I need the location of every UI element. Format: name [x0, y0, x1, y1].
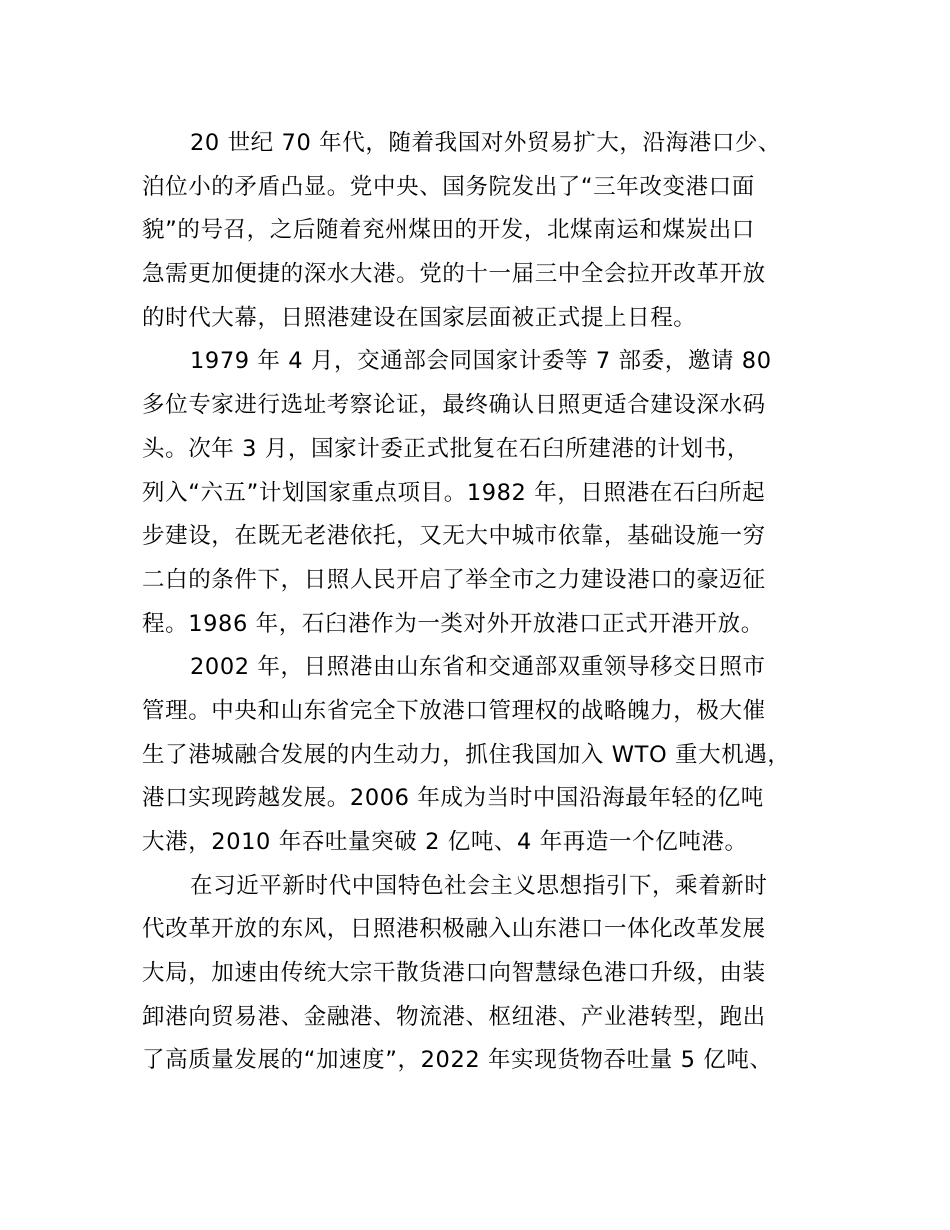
text-line: 二白的条件下，日照人民开启了举全市之力建设港口的豪迈征 — [142, 566, 766, 593]
text-line: 代改革开放的东风，日照港积极融入山东港口一体化改革发展 — [142, 916, 766, 943]
text-line: 多位专家进行选址考察论证，最终确认日照更适合建设深水码 — [142, 392, 766, 419]
text-line: 泊位小的矛盾凸显。党中央、国务院发出了“三年改变港口面 — [142, 173, 755, 200]
text-line: 卸港向贸易港、金融港、物流港、枢纽港、产业港转型，跑出 — [142, 1003, 766, 1030]
text-line: 急需更加便捷的深水大港。党的十一届三中全会拉开改革开放 — [142, 261, 766, 288]
paragraph-2002-transfer — [142, 646, 832, 864]
paragraph-new-era — [142, 865, 832, 1083]
text-line: 管理。中央和山东省完全下放港口管理权的战略魄力，极大催 — [142, 697, 766, 724]
text-line: 步建设，在既无老港依托，又无大中城市依靠，基础设施一穷 — [142, 523, 766, 550]
text-line: 貌”的号召，之后随着兖州煤田的开发，北煤南运和煤炭出口 — [142, 217, 755, 244]
paragraph-1979-site-selection — [142, 340, 832, 646]
text-line: 大港，2010 年吞吐量突破 2 亿吨、4 年再造一个亿吨港。 — [142, 829, 748, 855]
text-line: 头。次年 3 月，国家计委正式批复在石臼所建港的计划书， — [142, 435, 750, 462]
text-line: 生了港城融合发展的内生动力，抓住我国加入 WTO 重大机遇， — [142, 741, 791, 768]
text-line: 2002 年，日照港由山东省和交通部双重领导移交日照市 — [190, 654, 766, 681]
text-line: 港口实现跨越发展。2006 年成为当时中国沿海最年轻的亿吨 — [142, 785, 764, 812]
text-line: 20 世纪 70 年代，随着我国对外贸易扩大，沿海港口少、 — [190, 130, 782, 156]
text-line: 1979 年 4 月，交通部会同国家计委等 7 部委，邀请 80 — [190, 348, 772, 375]
paragraph-1970s-background — [142, 122, 832, 340]
text-line: 的时代大幕，日照港建设在国家层面被正式提上日程。 — [142, 304, 697, 331]
text-line: 了高质量发展的“加速度”，2022 年实现货物吞吐量 5 亿吨、 — [142, 1047, 773, 1074]
text-line: 在习近平新时代中国特色社会主义思想指引下，乘着新时 — [190, 872, 768, 899]
text-line: 大局，加速由传统大宗干散货港口向智慧绿色港口升级，由装 — [142, 960, 766, 987]
document-page — [142, 122, 832, 1083]
text-line: 列入“六五”计划国家重点项目。1982 年，日照港在石臼所起 — [142, 479, 766, 506]
text-line: 程。1986 年，石臼港作为一类对外开放港口正式开港开放。 — [142, 610, 764, 637]
